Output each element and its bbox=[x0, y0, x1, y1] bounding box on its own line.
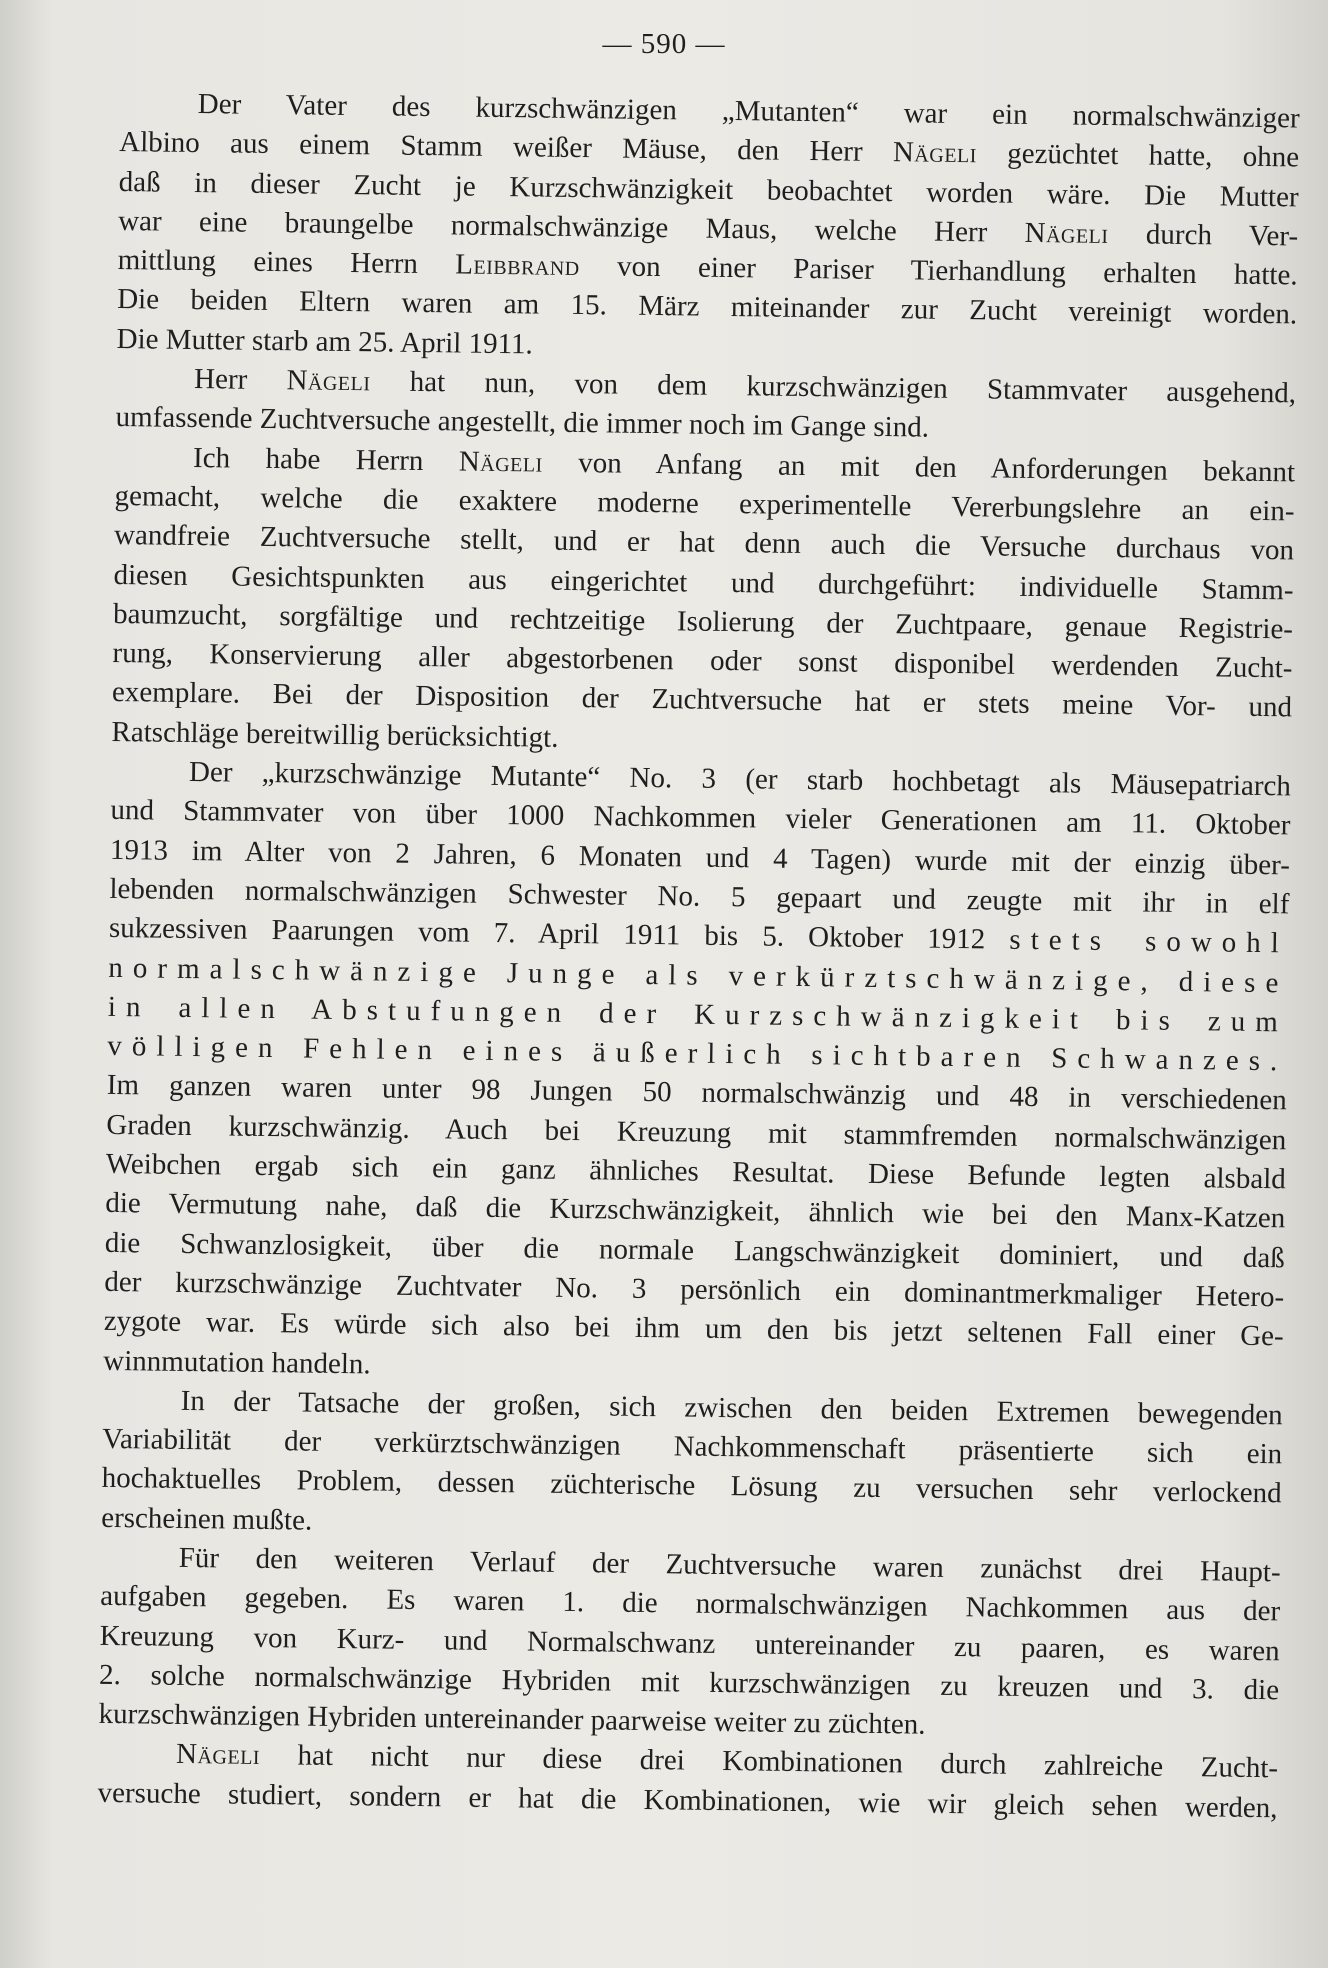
text-segment: Die Mutter starb am 25. April 1911. bbox=[116, 322, 533, 361]
text-segment: war eine braungelbe normalschwänzige Maus, welche Herr bbox=[117, 204, 1025, 249]
text-segment: Der „kurzschwänzige Mutante“ No. 3 (er starb hochbetagt als Mäusepatriarch bbox=[188, 756, 1292, 803]
text-segment: Der Vater des kurzschwänzigen „Mutanten“ war ein normalschwänziger bbox=[197, 88, 1300, 135]
text-segment: erscheinen mußte. bbox=[101, 1501, 313, 1537]
text-segment: Graden kurzschwänzig. Auch bei Kreuzung mit stammfremden normalschwänzigen bbox=[106, 1108, 1287, 1157]
text-segment: versuche studiert, sondern er hat die Kombinationen, wie wir gleich sehen werden, bbox=[97, 1776, 1278, 1825]
spaced-emphasis: in allen Abstufungen der Kurzschwänzigkeit bis zum bbox=[107, 990, 1289, 1039]
text-segment: diesen Gesichtspunkten aus eingerichtet und durchgeführt: individuelle Stamm- bbox=[113, 558, 1294, 606]
name-small-caps: Nägeli bbox=[286, 364, 371, 398]
text-segment: von Anfang an mit den Anforderungen bekannt bbox=[542, 446, 1296, 489]
text-segment: Herr bbox=[193, 363, 287, 397]
text-segment: von einer Pariser Tierhandlung erhalten hatte. bbox=[579, 250, 1298, 292]
text-segment: Für den weiteren Verlauf der Zuchtversuche waren zunächst drei Haupt- bbox=[178, 1541, 1281, 1589]
text-segment: die Schwanzlosigkeit, über die normale Langschwänzigkeit dominiert, und daß bbox=[104, 1226, 1285, 1274]
text-segment: die Vermutung nahe, daß die Kurzschwänzigkeit, ähnlich wie bei den Manx-Katzen bbox=[105, 1187, 1286, 1235]
name-small-caps: Nägeli bbox=[458, 445, 543, 479]
spaced-emphasis: stets sowohl bbox=[1009, 923, 1290, 960]
spaced-emphasis: völligen Fehlen eines äußerlich sichtbaren Schwanzes. bbox=[107, 1030, 1288, 1078]
text-segment: daß in dieser Zucht je Kurzschwänzigkeit beobachtet worden wäre. Die Mutter bbox=[118, 165, 1299, 214]
text-segment: winnmutation handeln. bbox=[103, 1344, 371, 1380]
text-segment: hochaktuelles Problem, dessen züchterische Lösung zu versuchen sehr verlockend bbox=[101, 1462, 1282, 1510]
text-segment: rung, Konservierung aller abgestorbenen oder sonst disponibel werdenden Zucht- bbox=[112, 637, 1293, 685]
text-segment: Die beiden Eltern waren am 15. März miteinander zur Zucht vereinigt worden. bbox=[116, 283, 1298, 331]
text-segment: sukzessiven Paarungen vom 7. April 1911 bis 5. Oktober 1912 bbox=[108, 912, 1010, 956]
name-small-caps: Nägeli bbox=[175, 1738, 261, 1772]
text-segment: lebenden normalschwänzigen Schwester No. 5 gepaart und zeugte mit ihr in elf bbox=[109, 872, 1290, 921]
name-small-caps: Nägeli bbox=[892, 136, 978, 170]
text-segment: gemacht, welche die exaktere moderne experimentelle Vererbungslehre an ein- bbox=[114, 479, 1295, 528]
text-segment: umfassende Zuchtversuche angestellt, die immer noch im Gange sind. bbox=[115, 401, 930, 444]
text-segment: durch Ver- bbox=[1108, 217, 1299, 253]
text-segment: baumzucht, sorgfältige und rechtzeitige Isolierung der Zuchtpaare, genaue Registrie- bbox=[112, 597, 1294, 646]
name-small-caps: Leibbrand bbox=[455, 248, 580, 283]
text-segment: Albino aus einem Stamm weißer Mäuse, den Herr bbox=[119, 126, 894, 169]
text-segment: Variabilität der verkürztschwänzigen Nachkommenschaft präsentierte sich ein bbox=[102, 1422, 1283, 1471]
name-small-caps: Nägeli bbox=[1024, 216, 1109, 250]
text-segment: exemplare. Bei der Disposition der Zuchtversuche hat er stets meine Vor- und bbox=[111, 676, 1293, 724]
text-segment: der kurzschwänzige Zuchtvater No. 3 persönlich ein dominantmerkmaliger Hetero- bbox=[104, 1265, 1285, 1314]
text-segment: wandfreie Zuchtversuche stellt, und er hat denn auch die Versuche durchaus von bbox=[113, 519, 1295, 567]
text-segment: hat nicht nur diese drei Kombinationen durch zahlreiche Zucht- bbox=[259, 1739, 1279, 1785]
spaced-emphasis: normalschwänzige Junge als verkürztschwänzige, diese bbox=[108, 951, 1289, 999]
text-segment: Ich habe Herrn bbox=[192, 441, 460, 478]
text-segment: In der Tatsache der großen, sich zwischen den beiden Extremen bewegenden bbox=[180, 1384, 1283, 1432]
text-segment: mittlung eines Herrn bbox=[117, 244, 456, 281]
text-segment: kurzschwänzigen Hybriden untereinander paarweise weiter zu züchten. bbox=[98, 1698, 926, 1741]
text-segment: aufgaben gegeben. Es waren 1. die normalschwänzigen Nachkommen aus der bbox=[99, 1580, 1281, 1628]
text-segment: 2. solche normalschwänzige Hybriden mit kurzschwänzigen zu kreuzen und 3. die bbox=[98, 1658, 1280, 1707]
text-segment: Im ganzen waren unter 98 Jungen 50 normalschwänzig und 48 in verschiedenen bbox=[106, 1069, 1288, 1117]
text-segment: und Stammvater von über 1000 Nachkommen vieler Generationen am 11. Oktober bbox=[110, 794, 1291, 842]
text-segment: Kreuzung von Kurz- und Normalschwanz untereinander zu paaren, es waren bbox=[99, 1619, 1280, 1667]
text-segment: zygote war. Es würde sich also bei ihm um den bis jetzt seltenen Fall einer Ge- bbox=[103, 1305, 1284, 1353]
page-number: — 590 — bbox=[602, 28, 726, 60]
text-segment: 1913 im Alter von 2 Jahren, 6 Monaten und 4 Tagen) wurde mit der einzig über- bbox=[109, 833, 1291, 882]
text-segment: gezüchtet hatte, ohne bbox=[976, 137, 1300, 174]
body-text bbox=[97, 84, 1300, 1828]
text-segment: Ratschläge bereitwillig berücksichtigt. bbox=[111, 715, 559, 754]
text-segment: Weibchen ergab sich ein ganz ähnliches Resultat. Diese Befunde legten alsbald bbox=[105, 1147, 1286, 1196]
text-segment: hat nun, von dem kurzschwänzigen Stammvater ausgehend, bbox=[370, 365, 1297, 410]
